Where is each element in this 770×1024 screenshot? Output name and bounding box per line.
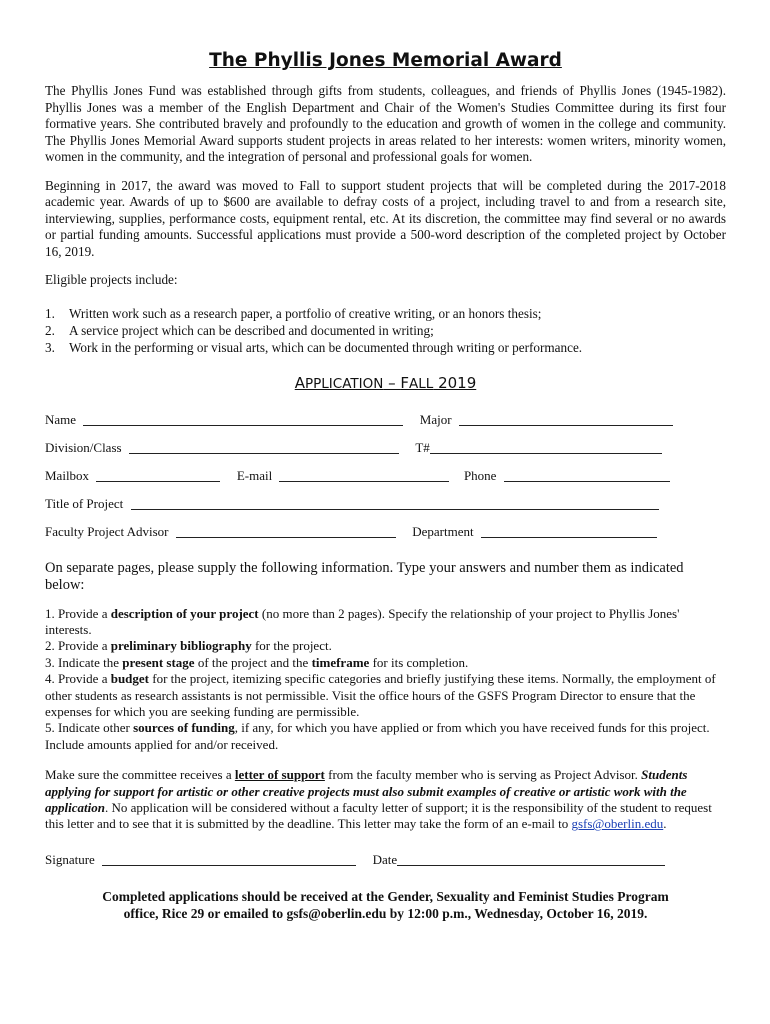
list-item: 1. Provide a description of your project (no more than 2 pages). Specify the relationship of your project to Phyllis Jones' interests. <box>45 605 680 637</box>
name-major-row <box>45 406 726 434</box>
date-field[interactable]: Date <box>373 851 666 868</box>
faculty-advisor-field[interactable]: Faculty Project Advisor <box>45 518 396 546</box>
list-item: 5. Indicate other sources of funding, if any, for which you have applied or from which you have received funds for this project. Include amounts applied for and/or received. <box>45 720 710 752</box>
advisor-department-row <box>45 518 726 546</box>
major-field[interactable]: Major <box>420 406 673 434</box>
eligibility-paragraph: Beginning in 2017, the award was moved to Fall to support student projects that will be completed during the 2017-2018 academic year. Awards of up to $600 are available to defray costs of a project, including travel to and from a research site, interviewing, supplies, performance costs, equipment rental, etc. At its discretion, the committee may find several or no awards or partial funding amounts. Successful applications must provide a 500-word description of the completed project by October 16, 2019. <box>45 177 726 259</box>
list-item: 1. Written work such as a research paper, a portfolio of creative writing, or an honors thesis; <box>45 305 542 321</box>
name-field[interactable]: Name <box>45 406 403 434</box>
application-heading: APPLICATION – FALL 2019 <box>294 373 477 392</box>
letter-of-support-paragraph: Make sure the committee receives a letter of support from the faculty member who is serving as Project Advisor. Students applying for support for artistic or other creative projects must also submit examples of creative or artistic work with the application. No application will be considered without a faculty letter of support; it is the responsibility of the student to request this letter and to see that it is submitted by the deadline. This letter may take the form of an e-mail to gsfs@oberlin.edu. <box>45 767 712 832</box>
instructions-lead: On separate pages, please supply the following information. Type your answers and number them as indicated below: <box>45 559 684 593</box>
t-number-field[interactable]: T# <box>415 434 661 462</box>
instructions-list <box>45 606 726 754</box>
signature-field[interactable]: Signature <box>45 851 356 868</box>
title-of-project-row <box>45 490 726 518</box>
eligible-heading: Eligible projects include: <box>45 272 178 287</box>
email-field[interactable]: E-mail <box>237 462 450 490</box>
eligible-list <box>45 305 726 356</box>
page-title: The Phyllis Jones Memorial Award <box>209 50 562 71</box>
intro-paragraph: The Phyllis Jones Fund was established through gifts from students, colleagues, and friends of Phyllis Jones (1945-1982). Phyllis Jones was a member of the English Department and Chair of the Women's Studies Committee during its first four formative years. She contributed bravely and profoundly to the education and growth of women in the college and community. The Phyllis Jones Memorial Award supports student projects in areas related to her interests: women writers, minority women, women in the community, and the integration of personal and professional goals for women. <box>45 83 726 164</box>
list-item: 4. Provide a budget for the project, itemizing specific categories and briefly justifying these items. Normally, the employment of other students as research assistants is not permissible. Visit the office hours of the GSFS Program Director to ensure that the expenses for which you are seeking funding are permissible. <box>45 671 716 719</box>
submission-note: Completed applications should be received at the Gender, Sexuality and Feminist Studies Program office, Rice 29 or emailed to gsfs@oberlin.edu by 12:00 p.m., Wednesday, October 16, 2019. <box>102 888 669 921</box>
email-link[interactable]: gsfs@oberlin.edu <box>571 816 664 832</box>
phone-field[interactable]: Phone <box>464 462 670 490</box>
list-item: 2. Provide a preliminary bibliography for the project. <box>45 638 332 654</box>
signature-date-row <box>45 851 726 868</box>
list-item: 3. Work in the performing or visual arts, which can be documented through writing or performance. <box>45 339 583 355</box>
title-of-project-field[interactable]: Title of Project <box>45 490 659 518</box>
list-item: 2. A service project which can be described and documented in writing; <box>45 322 434 338</box>
mailbox-email-phone-row <box>45 462 726 490</box>
department-field[interactable]: Department <box>412 518 657 546</box>
division-tnum-row <box>45 434 726 462</box>
mailbox-field[interactable]: Mailbox <box>45 462 220 490</box>
division-class-field[interactable]: Division/Class <box>45 434 399 462</box>
list-item: 3. Indicate the present stage of the project and the timeframe for its completion. <box>45 654 469 670</box>
